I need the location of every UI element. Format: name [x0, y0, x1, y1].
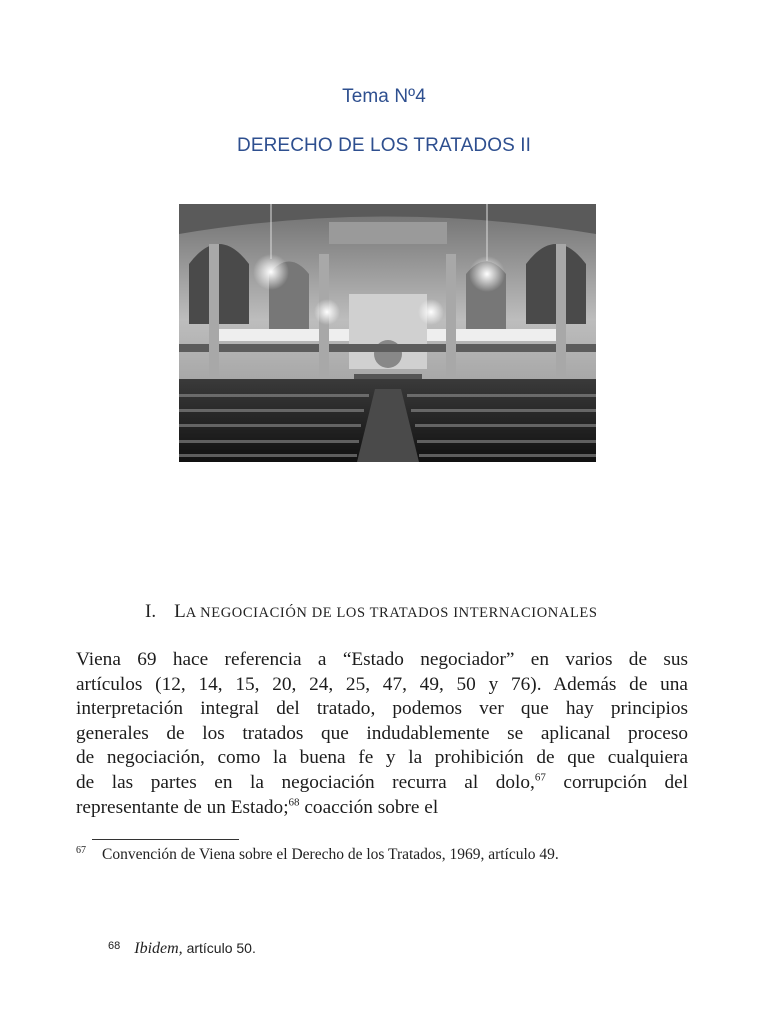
paragraph-line: artículos (12, 14, 15, 20, 24, 25, 47, 49, 50 y 76). Además de una — [76, 673, 688, 695]
section-title-rest: A NEGOCIACIÓN DE LOS TRATADOS INTERNACIONALES — [185, 605, 598, 621]
paragraph-line: de negociación, como la buena fe y la prohibición de que cualquiera — [76, 747, 688, 769]
footnote-68 — [108, 940, 256, 958]
paragraph-line — [76, 796, 688, 821]
footnote-ibidem: Ibidem, — [134, 940, 183, 957]
paragraph-text: representante de un Estado; — [76, 796, 289, 818]
paragraph-line: Viena 69 hace referencia a “Estado negociador” en varios de sus — [76, 649, 688, 670]
footnote-divider — [92, 839, 239, 840]
body-paragraph — [76, 648, 688, 820]
paragraph-line — [76, 771, 688, 796]
conference-hall-photo — [179, 204, 596, 462]
footnote-text: Convención de Viena sobre el Derecho de los Tratados, 1969, artículo 49. — [102, 846, 559, 863]
footnote-ref-68[interactable]: 68 — [288, 796, 300, 809]
footnote-text: artículo 50. — [182, 940, 256, 956]
section-heading — [145, 601, 745, 623]
footnote-number: 67 — [76, 845, 86, 856]
footnote-number: 68 — [108, 940, 121, 952]
footnote-ref-67[interactable]: 67 — [534, 771, 546, 784]
paragraph-line: interpretación integral del tratado, podemos ver que hay principios — [76, 698, 688, 720]
paragraph-text: corrupción del — [545, 771, 688, 793]
section-title-initial: L — [174, 601, 186, 622]
chapter-title: DERECHO DE LOS TRATADOS II — [237, 135, 531, 156]
tema-title: Tema Nº4 — [342, 86, 426, 107]
footnote-67 — [76, 845, 559, 864]
paragraph-text: coacción sobre el — [299, 796, 439, 818]
paragraph-line: generales de los tratados que indudablemente se aplicanal proceso — [76, 722, 688, 744]
section-number: I. — [145, 601, 157, 622]
paragraph-text: de las partes en la negociación recurra al dolo, — [76, 771, 535, 793]
